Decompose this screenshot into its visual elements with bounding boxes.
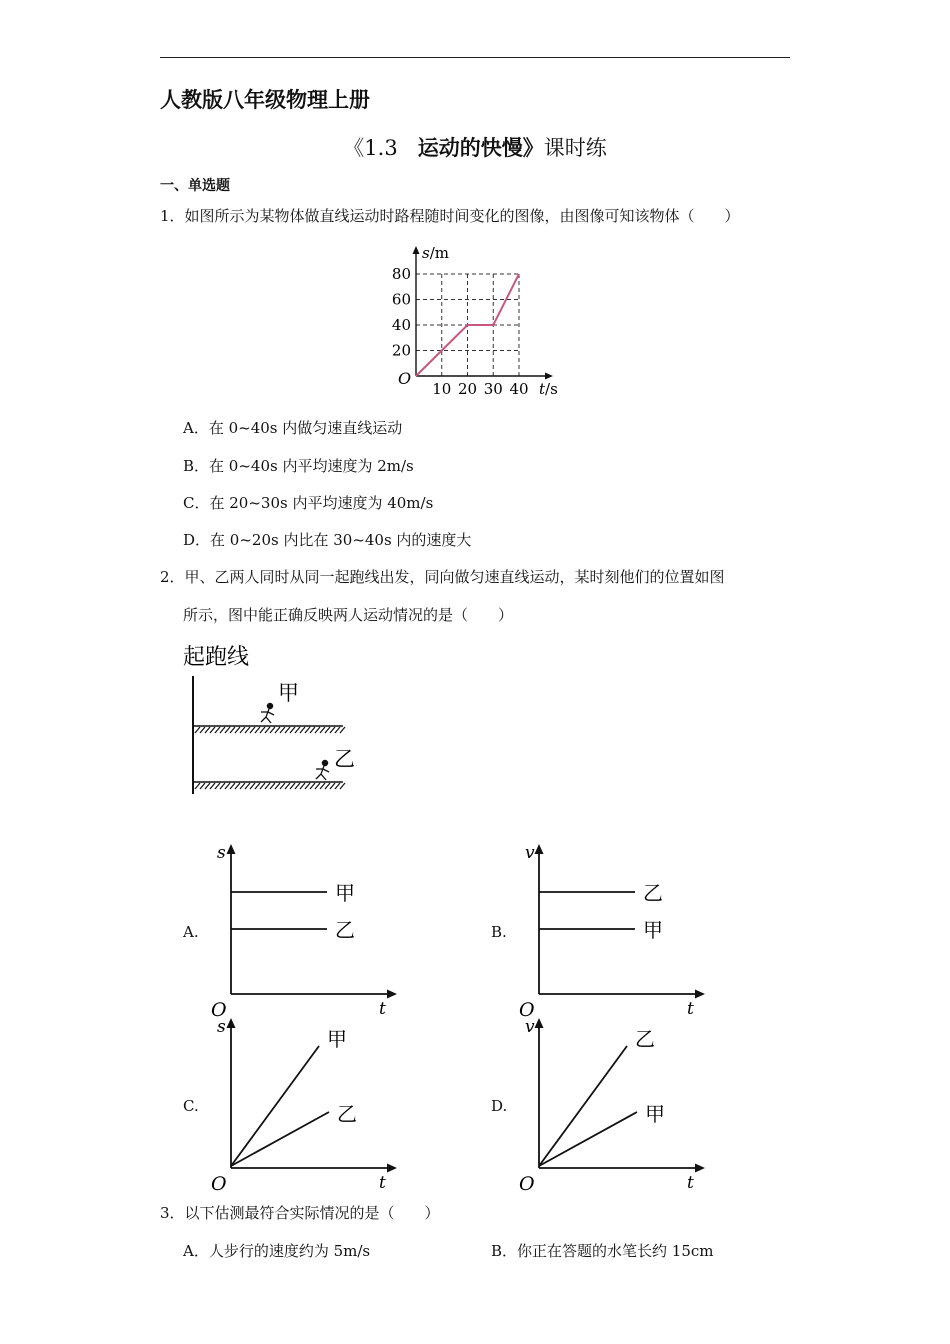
x-axis-arrow [387, 1164, 397, 1173]
origin-label: O [519, 999, 535, 1020]
y-tick-label-4: 80 [391, 265, 411, 283]
lesson-title-prefix: 《1.3 [343, 136, 398, 160]
y-tick-label-3: 60 [391, 290, 411, 309]
origin-label: O [398, 369, 412, 388]
lower-label: 乙 [337, 1102, 357, 1126]
y-tick-label-2: 40 [391, 316, 411, 334]
q2-start-line-scene [175, 638, 375, 803]
upper-line [539, 1046, 627, 1166]
y-axis-arrow [227, 844, 236, 854]
y-axis-label: s [217, 1017, 226, 1037]
x-axis-label: t [379, 1173, 386, 1193]
upper-label: 甲 [335, 881, 355, 905]
y-axis-arrow [535, 1018, 544, 1028]
y-axis-arrow [227, 1018, 236, 1028]
x-axis-label: t [379, 999, 386, 1019]
y-axis-arrow [413, 246, 420, 254]
origin-label: O [519, 1173, 535, 1194]
q2-option-c-letter[interactable]: C. [183, 1097, 199, 1115]
q3-stem: 3．以下估测最符合实际情况的是（ ） [160, 1204, 440, 1222]
x-tick-label-1: 10 [432, 380, 452, 398]
x-tick-label-2: 20 [457, 380, 478, 398]
book-title: 人教版八年级物理上册 [160, 87, 370, 112]
lower-label: 甲 [643, 918, 663, 942]
q2-option-b-graph[interactable] [513, 840, 713, 1020]
upper-label: 甲 [327, 1027, 347, 1051]
origin-label: O [211, 999, 227, 1020]
lower-label: 乙 [335, 918, 355, 942]
y-axis-label: v [525, 843, 535, 863]
q2-option-d-letter[interactable]: D. [491, 1097, 508, 1115]
origin-label: O [211, 1173, 227, 1194]
x-axis-label: t [687, 1173, 694, 1193]
q2-option-a-letter[interactable]: A. [183, 923, 199, 941]
q3-option-a[interactable]: A．人步行的速度约为 5m/s [183, 1242, 371, 1260]
lower-line [539, 1112, 637, 1166]
q1-option-a[interactable]: A．在 0~40s 内做匀速直线运动 [183, 419, 403, 437]
header-rule [160, 57, 790, 58]
q3-option-b[interactable]: B．你正在答题的水笔长约 15cm [491, 1242, 714, 1260]
q2-stem-line1: 2．甲、乙两人同时从同一起跑线出发，同向做匀速直线运动，某时刻他们的位置如图 [160, 568, 725, 586]
scene-label: 起跑线 [183, 645, 250, 670]
lesson-title-bold: 运动的快慢》 [417, 135, 544, 160]
runner-a-label: 甲 [278, 681, 299, 705]
runner-a-icon [261, 703, 274, 723]
q2-stem-line2: 所示，图中能正确反映两人运动情况的是（ ） [183, 606, 514, 624]
runner-b-label: 乙 [334, 747, 355, 771]
x-axis-arrow [695, 990, 705, 999]
lesson-title-suffix: 课时练 [543, 136, 607, 160]
q2-option-b-letter[interactable]: B. [491, 923, 507, 941]
q1-option-c[interactable]: C．在 20~30s 内平均速度为 40m/s [183, 494, 434, 512]
section-heading: 一、单选题 [160, 178, 230, 194]
x-axis-arrow [695, 1164, 705, 1173]
q2-option-d-graph[interactable] [513, 1014, 713, 1194]
lesson-title [0, 132, 950, 162]
q1-stem: 1．如图所示为某物体做直线运动时路程随时间变化的图像，由图像可知该物体（ ） [160, 207, 740, 225]
lower-label: 甲 [645, 1102, 665, 1126]
y-tick-label-1: 20 [391, 341, 411, 360]
y-axis-label: s/m [422, 244, 449, 262]
lower-line [231, 1112, 329, 1166]
track-hatch-bottom [195, 783, 345, 789]
track-hatch-top [195, 727, 345, 733]
y-axis-label: v [525, 1017, 535, 1037]
upper-label: 乙 [643, 881, 663, 905]
x-axis-arrow [387, 990, 397, 999]
x-tick-label-3: 30 [483, 380, 503, 398]
x-axis-label: t/s [539, 380, 558, 398]
q1-option-b[interactable]: B．在 0~40s 内平均速度为 2m/s [183, 457, 414, 475]
upper-line [231, 1046, 319, 1166]
upper-label: 乙 [635, 1027, 655, 1051]
q1-st-chart [370, 238, 570, 403]
y-axis-arrow [535, 844, 544, 854]
y-axis-label: s [217, 843, 226, 863]
q2-option-a-graph[interactable] [205, 840, 405, 1020]
runner-b-icon [316, 760, 329, 780]
x-tick-label-4: 40 [509, 380, 529, 398]
q1-option-d[interactable]: D．在 0~20s 内比在 30~40s 内的速度大 [183, 531, 472, 549]
x-axis-label: t [687, 999, 694, 1019]
x-axis-arrow [545, 373, 553, 380]
q2-option-c-graph[interactable] [205, 1014, 405, 1194]
